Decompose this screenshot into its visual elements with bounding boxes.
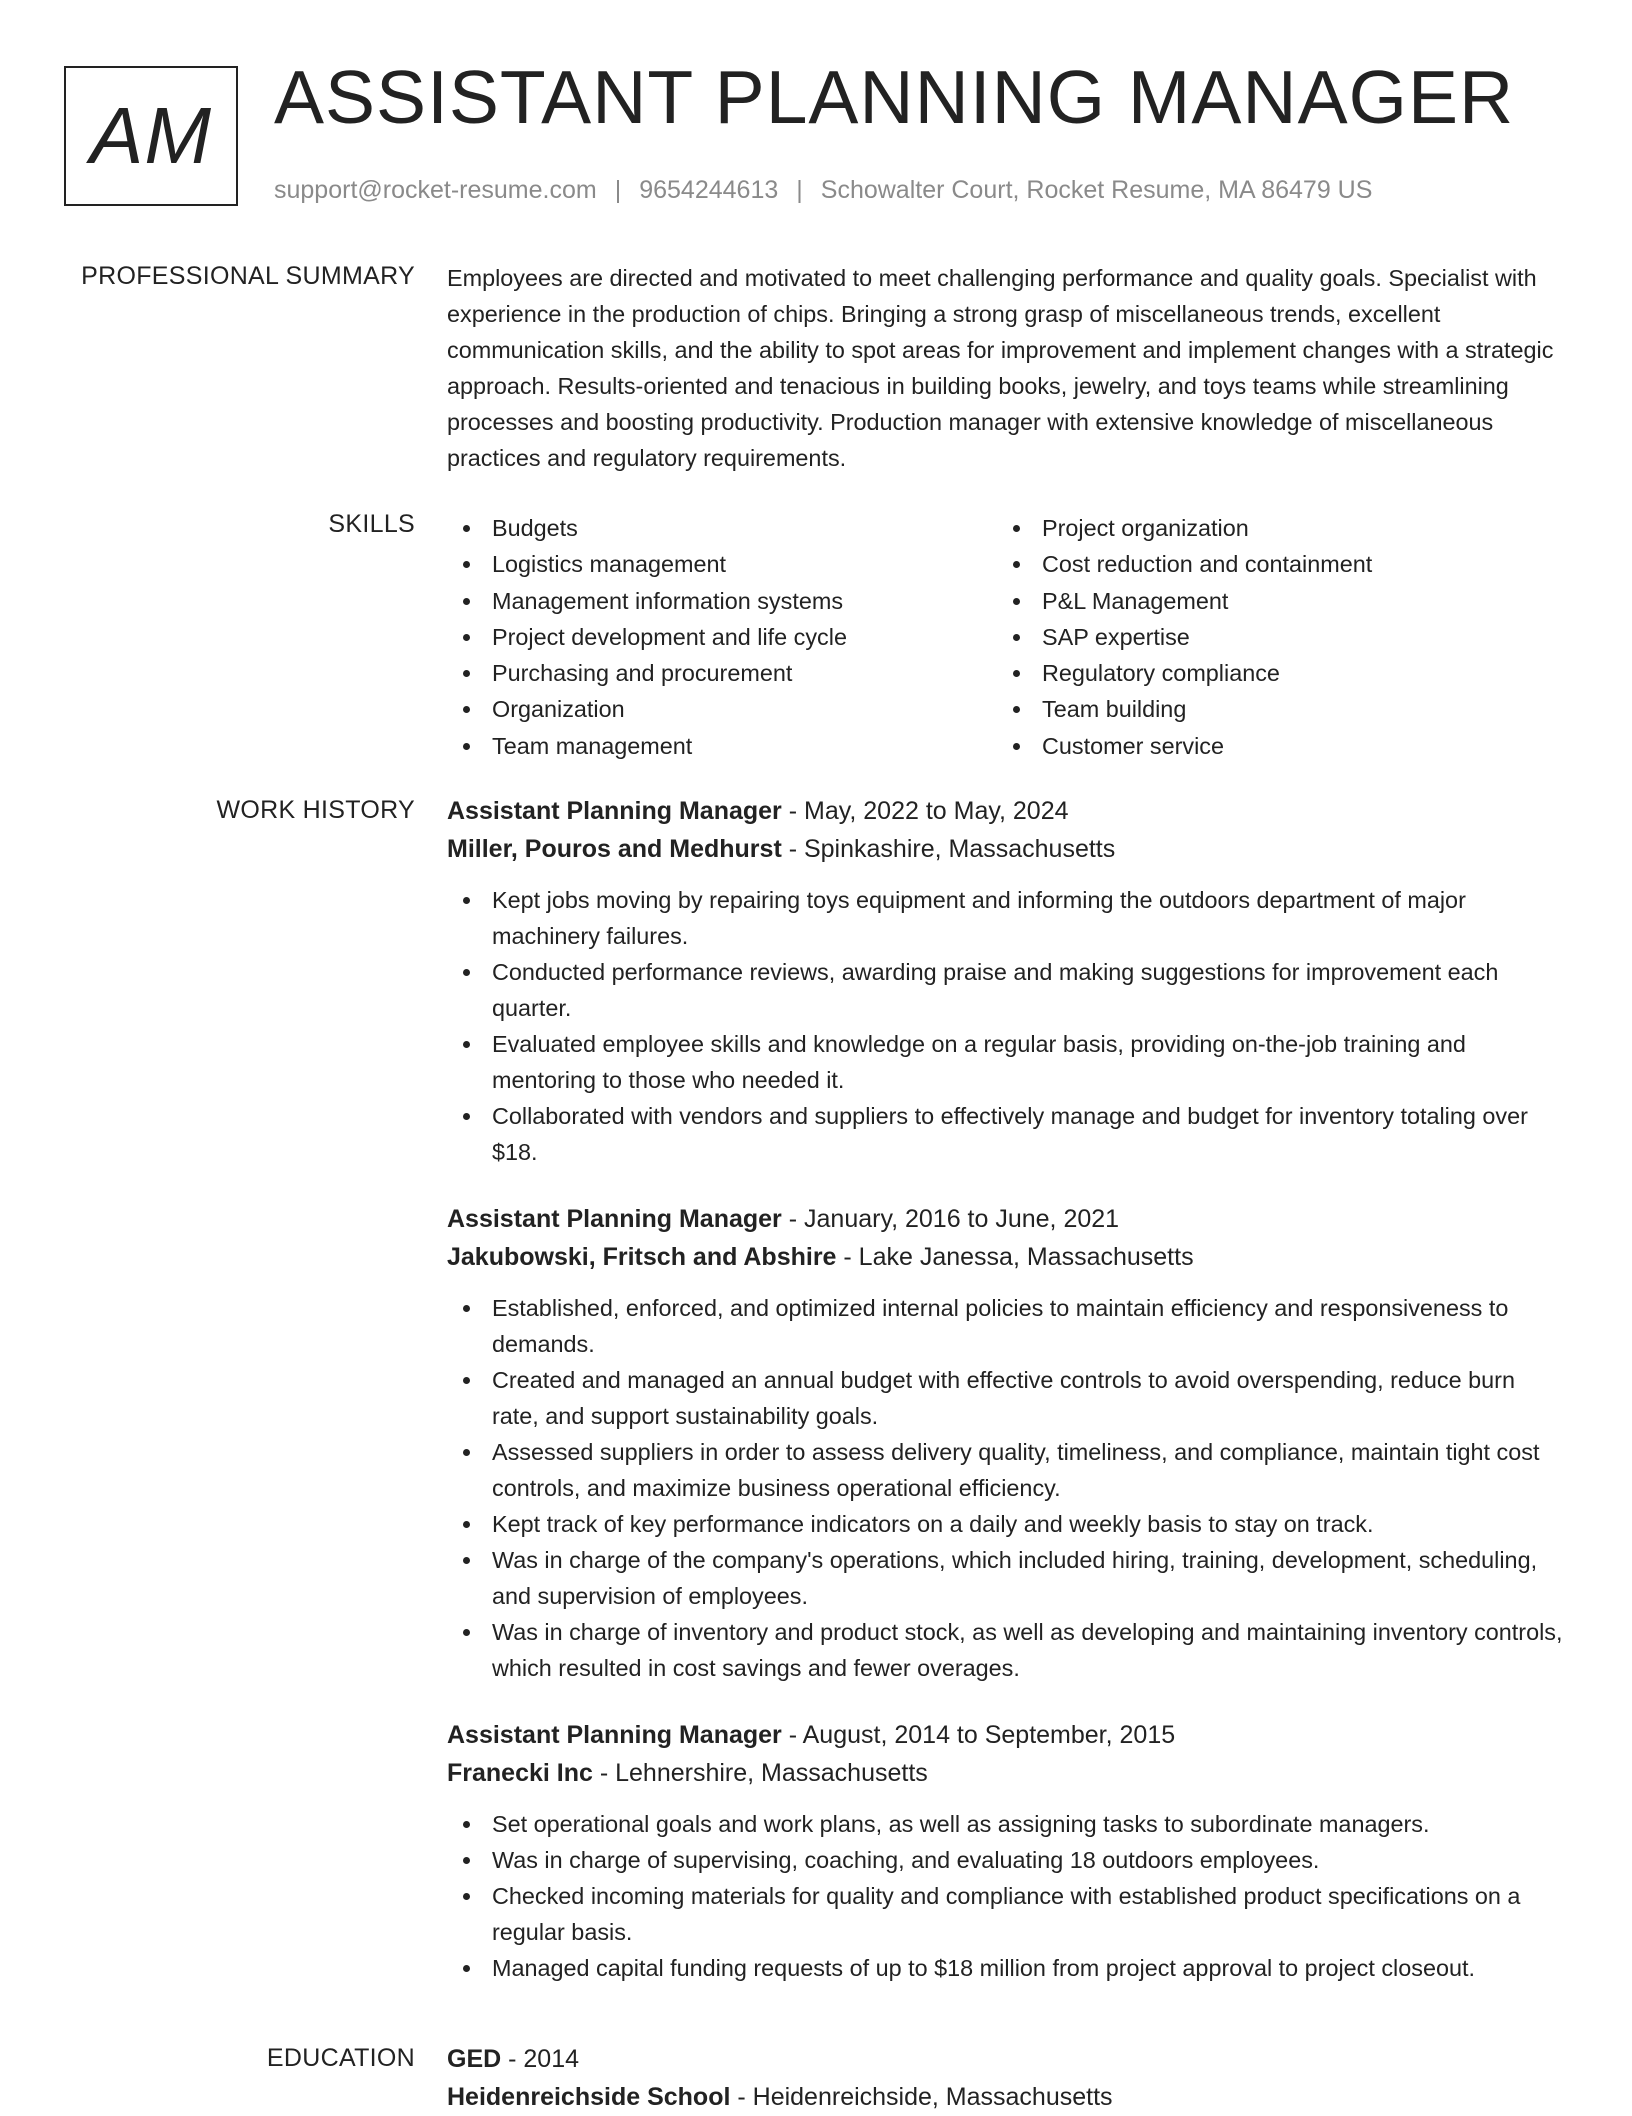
job-bullet: Was in charge of the company's operations, which included hiring, training, development, scheduling, and supervision of employees.	[447, 1542, 1567, 1614]
section-label-education: EDUCATION	[266, 2044, 415, 2072]
education-school: Heidenreichside School	[447, 2083, 731, 2111]
job-bullet: Was in charge of supervising, coaching, and evaluating 18 outdoors employees.	[447, 1842, 1567, 1878]
skill-item: Cost reduction and containment	[997, 546, 1372, 582]
summary-text: Employees are directed and motivated to meet challenging performance and quality goals. Specialist with experience in the production of chips. Bringing a strong grasp of miscellaneous trends, excellent communication skills, and the ability to spot areas for improvement and implement changes with a strategic approach. Results-oriented and tenacious in building books, jewelry, and toys teams while streamlining processes and boosting productivity. Production manager with extensive knowledge of miscellaneous practices and regulatory requirements.	[447, 265, 1554, 471]
job-title: Assistant Planning Manager	[447, 797, 782, 825]
monogram-box	[64, 66, 238, 206]
education-degree: GED	[447, 2045, 502, 2073]
job-bullet: Was in charge of inventory and product stock, as well as developing and maintaining inventory controls, which resulted in cost savings and fewer overages.	[447, 1614, 1567, 1686]
job-bullet: Managed capital funding requests of up to $18 million from project approval to project closeout.	[447, 1950, 1567, 1986]
skill-item: Logistics management	[447, 546, 847, 582]
education-content	[447, 2044, 1567, 2116]
education-year: - 2014	[501, 2045, 580, 2073]
contact-line	[274, 176, 1372, 205]
job-title-line	[447, 1200, 1567, 1238]
education-school-line	[447, 2078, 1567, 2116]
job-bullet: Set operational goals and work plans, as well as assigning tasks to subordinate managers.	[447, 1806, 1567, 1842]
summary-content	[447, 262, 1567, 476]
skills-list-left	[447, 510, 847, 764]
section-label-skills: SKILLS	[328, 510, 415, 538]
job-entry	[447, 792, 1567, 1170]
work-content	[447, 796, 1567, 1986]
job-title-line	[447, 792, 1567, 830]
skill-item: Project organization	[997, 510, 1372, 546]
skill-item: Team management	[447, 728, 847, 764]
job-bullets	[447, 1806, 1567, 1986]
skill-item: Customer service	[997, 728, 1372, 764]
education-location: - Heidenreichside, Massachusetts	[730, 2083, 1113, 2111]
job-dates: - August, 2014 to September, 2015	[781, 1721, 1176, 1749]
skill-item: Management information systems	[447, 583, 847, 619]
job-title: Assistant Planning Manager	[447, 1205, 782, 1233]
education-degree-line	[447, 2040, 1567, 2078]
skill-item: P&L Management	[997, 583, 1372, 619]
job-bullets	[447, 1290, 1567, 1686]
job-company-line	[447, 830, 1567, 868]
skill-item: SAP expertise	[997, 619, 1372, 655]
job-company: Miller, Pouros and Medhurst	[447, 835, 782, 863]
job-bullet: Assessed suppliers in order to assess delivery quality, timeliness, and compliance, maintain tight cost controls, and maximize business operational efficiency.	[447, 1434, 1567, 1506]
job-company-line	[447, 1238, 1567, 1276]
skill-item: Regulatory compliance	[997, 655, 1372, 691]
contact-email: support@rocket-resume.com	[274, 176, 597, 204]
job-location: - Lehnershire, Massachusetts	[592, 1759, 928, 1787]
job-company: Franecki Inc	[447, 1759, 593, 1787]
job-dates: - May, 2022 to May, 2024	[781, 797, 1069, 825]
skill-item: Project development and life cycle	[447, 619, 847, 655]
job-entry	[447, 1716, 1567, 1986]
skill-item: Organization	[447, 691, 847, 727]
job-location: - Lake Janessa, Massachusetts	[836, 1243, 1194, 1271]
job-bullets	[447, 882, 1567, 1170]
job-title: Assistant Planning Manager	[447, 1721, 782, 1749]
job-bullet: Checked incoming materials for quality and compliance with established product specifications on a regular basis.	[447, 1878, 1567, 1950]
skill-item: Purchasing and procurement	[447, 655, 847, 691]
job-bullet: Conducted performance reviews, awarding praise and making suggestions for improvement each quarter.	[447, 954, 1567, 1026]
section-label-summary: PROFESSIONAL SUMMARY	[81, 262, 415, 290]
contact-separator: |	[614, 176, 622, 204]
job-bullet: Kept jobs moving by repairing toys equipment and informing the outdoors department of major machinery failures.	[447, 882, 1567, 954]
job-bullet: Created and managed an annual budget with effective controls to avoid overspending, reduce burn rate, and support sustainability goals.	[447, 1362, 1567, 1434]
job-dates: - January, 2016 to June, 2021	[781, 1205, 1120, 1233]
job-bullet: Evaluated employee skills and knowledge on a regular basis, providing on-the-job training and mentoring to those who needed it.	[447, 1026, 1567, 1098]
monogram-initials: AM	[90, 91, 212, 180]
job-location: - Spinkashire, Massachusetts	[781, 835, 1116, 863]
skill-item: Budgets	[447, 510, 847, 546]
contact-phone: 9654244613	[639, 176, 779, 204]
job-bullet: Collaborated with vendors and suppliers to effectively manage and budget for inventory totaling over $18.	[447, 1098, 1567, 1170]
contact-address: Schowalter Court, Rocket Resume, MA 86479 US	[820, 176, 1373, 204]
section-label-work: WORK HISTORY	[216, 796, 415, 824]
skills-list-right	[997, 510, 1372, 764]
job-bullet: Established, enforced, and optimized internal policies to maintain efficiency and responsiveness to demands.	[447, 1290, 1567, 1362]
job-company: Jakubowski, Fritsch and Abshire	[447, 1243, 837, 1271]
contact-separator: |	[796, 176, 803, 204]
job-title-line	[447, 1716, 1567, 1754]
job-entry	[447, 1200, 1567, 1686]
job-company-line	[447, 1754, 1567, 1792]
resume-title: ASSISTANT PLANNING MANAGER	[274, 55, 1515, 139]
skill-item: Team building	[997, 691, 1372, 727]
job-bullet: Kept track of key performance indicators on a daily and weekly basis to stay on track.	[447, 1506, 1567, 1542]
